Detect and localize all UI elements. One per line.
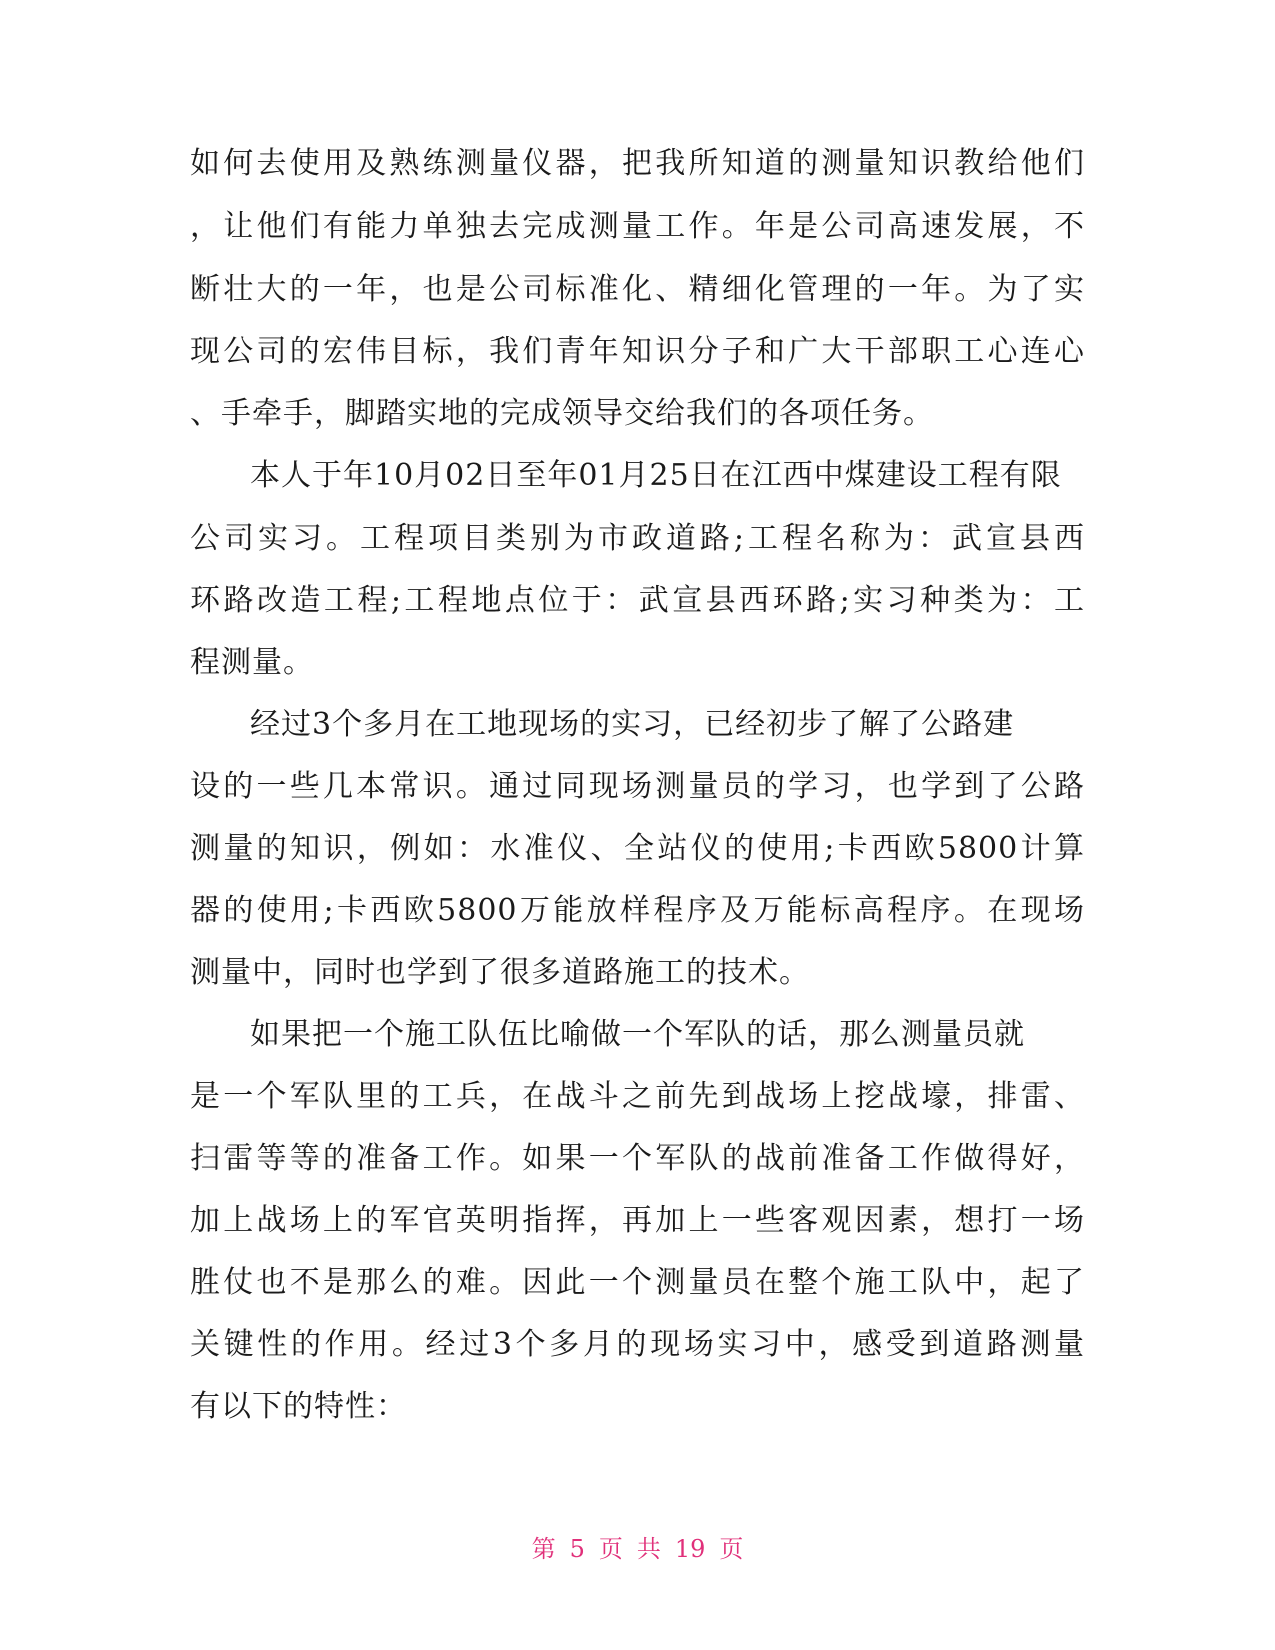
text-line: 关键性的作用。经过3个多月的现场实习中，感受到道路测量 <box>190 1327 1085 1362</box>
text-line: 胜仗也不是那么的难。因此一个测量员在整个施工队中，起了 <box>190 1265 1085 1300</box>
paragraph-start-line: 经过3个多月在工地现场的实习，已经初步了解了公路建 <box>250 707 1015 742</box>
text-line: 、手牵手，脚踏实地的完成领导交给我们的各项任务。 <box>190 396 934 431</box>
footer-page-word: 页 <box>598 1535 623 1563</box>
page-footer <box>0 1534 1275 1564</box>
text-line: 断壮大的一年，也是公司标准化、精细化管理的一年。为了实 <box>190 272 1085 307</box>
text-line: 设的一些几本常识。通过同现场测量员的学习，也学到了公路 <box>190 769 1085 804</box>
text-line: 公司实习。工程项目类别为市政道路;工程名称为：武宣县西 <box>190 521 1085 556</box>
text-line: ，让他们有能力单独去完成测量工作。年是公司高速发展，不 <box>190 209 1085 244</box>
text-line: 环路改造工程;工程地点位于：武宣县西环路;实习种类为：工 <box>190 583 1085 618</box>
footer-suffix: 页 <box>719 1535 744 1563</box>
footer-current-page: 5 <box>569 1535 585 1563</box>
text-line: 有以下的特性： <box>190 1389 407 1424</box>
footer-total-pages: 19 <box>674 1535 706 1563</box>
text-line: 加上战场上的军官英明指挥，再加上一些客观因素，想打一场 <box>190 1203 1085 1238</box>
text-line: 现公司的宏伟目标，我们青年知识分子和广大干部职工心连心 <box>190 334 1085 369</box>
text-line: 程测量。 <box>190 645 314 680</box>
text-line: 扫雷等等的准备工作。如果一个军队的战前准备工作做得好， <box>190 1141 1085 1176</box>
text-line: 如何去使用及熟练测量仪器，把我所知道的测量知识教给他们 <box>190 146 1085 181</box>
text-line: 器的使用;卡西欧5800万能放样程序及万能标高程序。在现场 <box>190 893 1085 928</box>
paragraph-start-line: 本人于年10月02日至年01月25日在江西中煤建设工程有限 <box>250 458 1062 493</box>
text-line: 测量中，同时也学到了很多道路施工的技术。 <box>190 955 810 990</box>
text-line: 是一个军队里的工兵，在战斗之前先到战场上挖战壕，排雷、 <box>190 1079 1085 1114</box>
footer-total-label: 共 <box>636 1535 661 1563</box>
footer-prefix: 第 <box>531 1535 556 1563</box>
text-line: 测量的知识，例如：水准仪、全站仪的使用;卡西欧5800计算 <box>190 831 1085 866</box>
paragraph-start-line: 如果把一个施工队伍比喻做一个军队的话，那么测量员就 <box>250 1017 1025 1052</box>
